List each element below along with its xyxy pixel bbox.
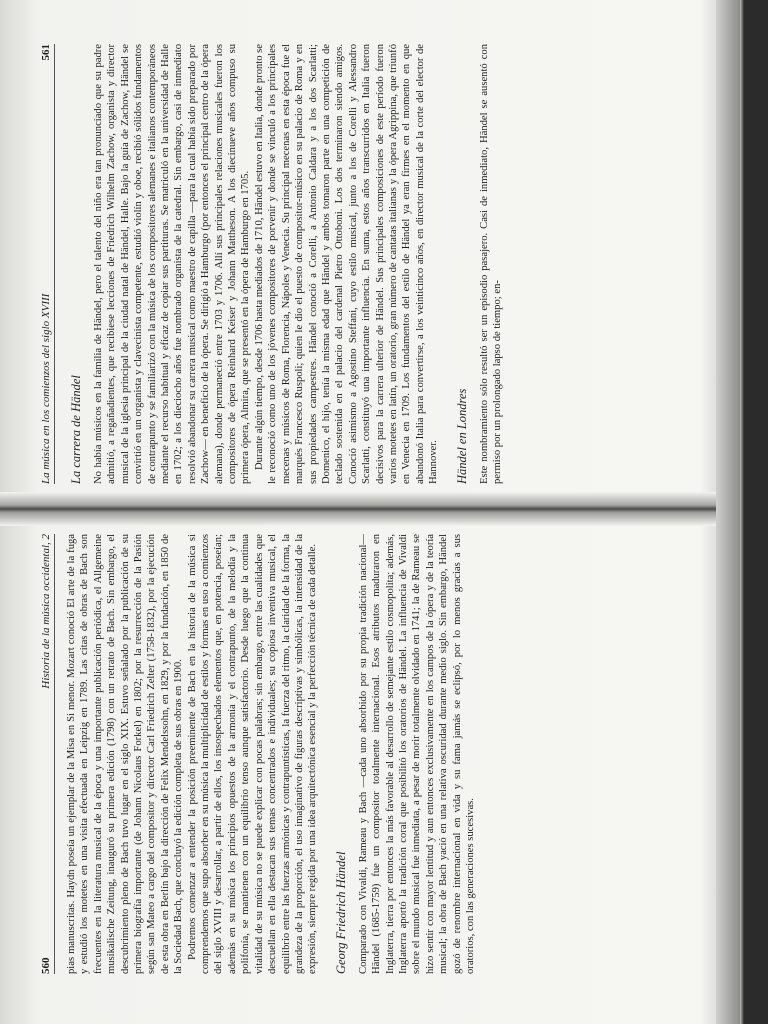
right-paragraph-1: No había músicos en la familia de Händel, pero el talento del niño era tan pronunciado que su padre admitió, a regañadientes, que recibiese lecciones de Friedrich Wilhelm Zachow, organista y director musical de la iglesia principal de la ciudad natal de Händel, Halle. Bajo la guía de Zachow, Händel se convirtió en un organista y clavecinista competente, estudió violín y oboe, recibió sólidos fundamentos de contrapunto y se familiarizó con la música de los compositores alemanes e italianos contemporáneos mediante el recurso habitual y eficaz de copiar sus partituras. Se matriculó en la universidad de Halle en 1702; a los dieciocho años fue nombrado organista de la catedral. Sin embargo, casi de inmediato resolvió abandonar su carrera musical como maestro de capilla —para la cual había sido preparado por Zachow— en beneficio de la ópera. Se dirigió a Hamburgo (por entonces el principal centro de la ópera alemana), donde permaneció entre 1703 y 1706. Allí sus principales relaciones musicales fueron los compositores de ópera Reinhard Keiser y Johann Mattheson. A los diecinueve años compuso su primera ópera, Almira, que se presentó en la ópera de Hamburgo en 1705.: [93, 44, 252, 484]
right-running-head: [40, 44, 55, 484]
right-running-title: La música en los comienzos del siglo XVIII: [40, 293, 52, 484]
section-title-londres: Händel en Londres: [454, 388, 469, 484]
right-page: [40, 44, 680, 484]
section-title-carrera: La carrera de Händel: [69, 375, 83, 484]
left-paragraph-1: pias manuscritas. Haydn poseía un ejemplar de la Misa en Si menor. Mozart conoció El arte de la fuga y estudió los motetes en una visita efectuada en Leipzig en 1789. Las citas de obras de Bach son frecuentes en la literatura musical de la época y una importante publicación periódica, el Allgemeine musikalische Zeitung, inauguró su primera edición (1798) con un retrato de Bach. Sin embargo, el descubrimiento pleno de Bach tuvo lugar en el siglo XIX. Estuvo señalado por la publicación de su primera biografía importante (de Johann Nicolaus Forkel) en 1802; por la resurrección de la Pasión según san Mateo a cargo del compositor y director Carl Friedrich Zelter (1758-1832), por la ejecución de esta obra en Berlín bajo la dirección de Felix Mendelssohn, en 1829, y por la fundación, en 1850 de la Sociedad Bach, que concluyó la edición completa de sus obras en 1900.: [66, 534, 185, 974]
left-page: [40, 534, 680, 974]
left-running-title: Historia de la música occidental, 2: [40, 534, 52, 689]
section-title-handel: Georg Friedrich Händel: [333, 851, 348, 974]
left-section-paragraph-1: Comparado con Vivaldi, Rameau y Bach —cada uno absorbido por su propia tradición nacional— Händel (1685-1759) fue un compositor totalmente internacional. Esos atributos maduraron en Inglaterra, tierra por entonces la más favorable al desarrollo de semejante estilo cosmopolita; además, Inglaterra aportó la tradición coral que posibilitó los oratorios de Händel. La influencia de Vivaldi sobre el mundo musical fue inmediata, a pesar de morir totalmente olvidado en 1741; la de Rameau se hizo sentir con mayor lentitud y aun entonces exclusivamente en los campos de la ópera y de la teoría musical; la obra de Bach yació en una relativa oscuridad durante medio siglo. Sin embargo, Händel gozó de renombre internacional en vida y su fama jamás se eclipsó, por lo menos gracias a sus oratorios, con las generaciones sucesivas.: [357, 534, 476, 974]
book-gutter: [0, 492, 740, 526]
right-paragraph-2: Durante algún tiempo, desde 1706 hasta mediados de 1710, Händel estuvo en Italia, donde pronto se le reconoció como uno de los jóvenes compositores de porvenir y donde se vinculó a los principales mecenas y músicos de Roma, Florencia, Nápoles y Venecia. Su principal mecenas en esta época fue el marqués Francesco Ruspoli; quien le dio el puesto de compositor-músico en su palacio de Roma y en sus propiedades campestres. Händel conoció a Corelli, a Antonio Caldara y a los dos Scarlatti; Domenico, el hijo, tenía la misma edad que Händel y ambos tomaron parte en una competición de teclado sostenida en el palacio del cardenal Pietro Ottoboni. Los dos terminaron siendo amigos. Conoció asimismo a Agostino Steffani, cuyo estilo musical, junto a los de Corelli y Alessandro Scarlatti, constituyó una importante influencia. En suma, estos años transcurridos en Italia fueron decisivos para la carrera ulterior de Händel. Sus principales composiciones de este período fueron varios motetes en latín, un oratorio, gran número de cantatas italianas y la ópera Agrippina, que triunfó en Venecia en 1709. Los fundamentos del estilo de Händel ya eran firmes en el momento en que abandonó Italia para convertirse, a los veinticinco años, en director musical de la corte del elector de Hannover.: [253, 44, 440, 484]
book-bottom-edge: [716, 0, 740, 1024]
right-page-number: 561: [40, 44, 52, 61]
left-paragraph-2: Podremos comenzar a entender la posición preeminente de Bach en la historia de la música si comprendemos que supo absorber en su música la multiplicidad de estilos y formas en uso a comienzos del siglo XVIII y desarrollar, a partir de ellos, los insospechados elementos que, en potencia, poseían; además en su música los principios opuestos de la armonía y el contrapunto, de la melodía y la polifonía, se mantienen con un equilibrio tenso aunque satisfactorio. Desde luego que la continua vitalidad de su música no se puede explicar con pocas palabras; sin embargo, entre las cualidades que descuellan en ella destacan sus temas concentrados e individuales; su copiosa inventiva musical, el equilibrio entre las fuerzas armónicas y contrapuntísticas, la fuerza del ritmo, la claridad de la forma, la grandeza de la proporción, el uso imaginativo de figuras descriptivas y simbólicas, la intensidad de la expresión, siempre regida por una idea arquitectónica esencial y la perfección técnica de cada detalle.: [186, 534, 319, 974]
left-page-number: 560: [40, 957, 52, 974]
left-running-head: [40, 534, 55, 974]
right-section-paragraph-1: Este nombramiento sólo resultó ser un episodio pasajero. Casi de inmediato, Händel se ausentó con permiso por un prolongado lapso de tiempo; en-: [478, 44, 503, 484]
